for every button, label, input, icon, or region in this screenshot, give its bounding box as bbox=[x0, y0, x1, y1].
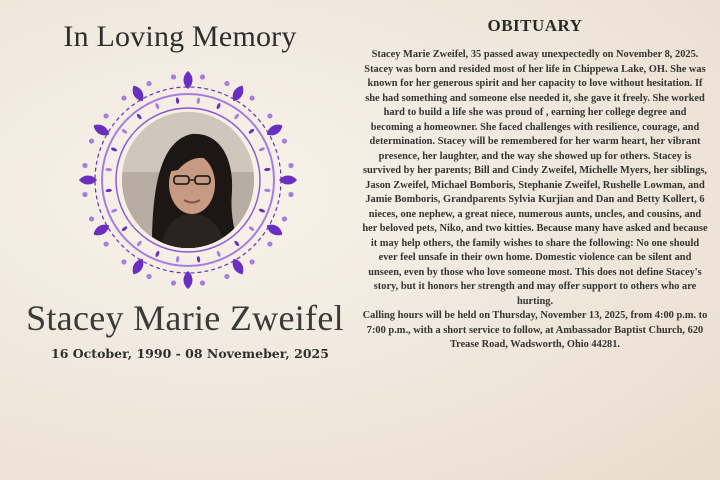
frame-petal-ornament bbox=[258, 147, 265, 152]
obituary-text bbox=[355, 48, 715, 353]
frame-curl-ornament bbox=[171, 74, 176, 79]
frame-petal-ornament bbox=[136, 113, 142, 120]
frame-petal-ornament bbox=[136, 240, 142, 247]
frame-curl-ornament bbox=[267, 113, 272, 118]
frame-leaf-ornament bbox=[130, 83, 147, 103]
frame-curl-ornament bbox=[224, 274, 229, 279]
frame-leaf-ornament bbox=[230, 83, 247, 103]
frame-petal-ornament bbox=[111, 208, 118, 213]
obituary-panel bbox=[355, 12, 715, 353]
frame-curl-ornament bbox=[146, 81, 151, 86]
frame-curl-ornament bbox=[89, 216, 94, 221]
frame-petal-ornament bbox=[155, 103, 160, 110]
frame-petal-ornament bbox=[105, 168, 112, 172]
frame-curl-ornament bbox=[288, 163, 293, 168]
frame-petal-ornament bbox=[216, 250, 221, 257]
frame-leaf-ornament bbox=[265, 222, 285, 239]
frame-curl-ornament bbox=[82, 163, 87, 168]
frame-petal-ornament bbox=[105, 189, 112, 193]
frame-curl-ornament bbox=[282, 138, 287, 143]
frame-curl-ornament bbox=[200, 74, 205, 79]
frame-curl-ornament bbox=[224, 81, 229, 86]
obituary-paragraph: Stacey Marie Zweifel, 35 passed away unexpectedly on November 8, 2025. Stacey was born and resided most of her life in Chippewa Lake, OH. She was known for her generous spirit and her capacity to love without hesitation. If she had something and someone else needed it, she gave it freely. She worked hard to build a life she was proud of , earning her college degree and becoming a homeowner. She faced challenges with resilience, courage, and determination. Stacey will be remembered for her warm heart, her vibrant presence, her laughter, and the way she showed up for others. Stacey is survived by her parents; Bill and Cindy Zweifel, Michelle Myers, her siblings, Jason Zweifel, Michael Bomboris, Stephanie Zweifel, Rushelle Lowman, and Jamie Bomboris, Grandparents Sylvia Kurjian and Dan and Betty Kollert, 6 nieces, one nephew, a great niece, numerous aunts, uncles, and cousins, and her beloved pets, Niko, and two kitties. Because many have asked and because it may help others, the family wishes to share the following: No one should ever feel unsafe in their own home. Domestic violence can be silent and unseen, even by those who love someone most. This does not define Stacey's story, but it honors her strength and may offer support to others who are hurting. bbox=[362, 49, 708, 307]
frame-curl-ornament bbox=[249, 259, 254, 264]
frame-curl-ornament bbox=[171, 280, 176, 285]
frame-petal-ornament bbox=[264, 167, 271, 171]
frame-curl-ornament bbox=[103, 113, 108, 118]
frame-curl-ornament bbox=[121, 259, 126, 264]
portrait-frame bbox=[72, 64, 304, 296]
service-details-paragraph: Calling hours will be held on Thursday, November 13, 2025, from 4:00 p.m. to 7:00 p.m., with a short service to follow, at Ambassador Baptist Church, 620 Trease Road, Wadsworth, Ohio 44281. bbox=[362, 310, 708, 350]
frame-curl-ornament bbox=[121, 95, 126, 100]
frame-leaf-ornament bbox=[91, 222, 111, 239]
frame-petal-ornament bbox=[155, 250, 160, 257]
frame-leaf-ornament bbox=[79, 176, 97, 185]
frame-leaf-ornament bbox=[230, 257, 247, 277]
frame-petal-ornament bbox=[121, 226, 128, 232]
frame-leaf-ornament bbox=[130, 257, 147, 277]
frame-petal-ornament bbox=[216, 102, 221, 109]
frame-leaf-ornament bbox=[265, 122, 285, 139]
frame-petal-ornament bbox=[258, 208, 265, 213]
portrait-photo bbox=[122, 112, 254, 248]
frame-curl-ornament bbox=[249, 95, 254, 100]
frame-leaf-ornament bbox=[91, 122, 111, 139]
frame-curl-ornament bbox=[200, 280, 205, 285]
frame-petal-ornament bbox=[121, 128, 128, 134]
woman-portrait-icon bbox=[122, 112, 254, 248]
frame-leaf-ornament bbox=[279, 176, 297, 185]
frame-curl-ornament bbox=[146, 274, 151, 279]
frame-curl-ornament bbox=[282, 216, 287, 221]
frame-curl-ornament bbox=[82, 192, 87, 197]
life-dates: 16 October, 1990 - 08 Novemeber, 2025 bbox=[51, 346, 329, 361]
frame-petal-ornament bbox=[248, 128, 255, 134]
obituary-heading: OBITUARY bbox=[487, 16, 583, 35]
frame-curl-ornament bbox=[103, 241, 108, 246]
frame-leaf-ornament bbox=[184, 271, 193, 289]
frame-curl-ornament bbox=[267, 241, 272, 246]
frame-petal-ornament bbox=[197, 256, 201, 263]
frame-petal-ornament bbox=[176, 256, 180, 263]
deceased-name: Stacey Marie Zweifel bbox=[26, 298, 344, 338]
frame-petal-ornament bbox=[110, 147, 117, 152]
frame-petal-ornament bbox=[234, 240, 240, 247]
frame-petal-ornament bbox=[196, 97, 200, 104]
frame-leaf-ornament bbox=[184, 71, 193, 89]
frame-curl-ornament bbox=[89, 138, 94, 143]
frame-petal-ornament bbox=[175, 97, 179, 104]
frame-curl-ornament bbox=[288, 192, 293, 197]
frame-petal-ornament bbox=[248, 225, 255, 231]
frame-petal-ornament bbox=[233, 113, 239, 120]
frame-petal-ornament bbox=[264, 188, 271, 192]
in-loving-memory-title: In Loving Memory bbox=[63, 20, 297, 53]
